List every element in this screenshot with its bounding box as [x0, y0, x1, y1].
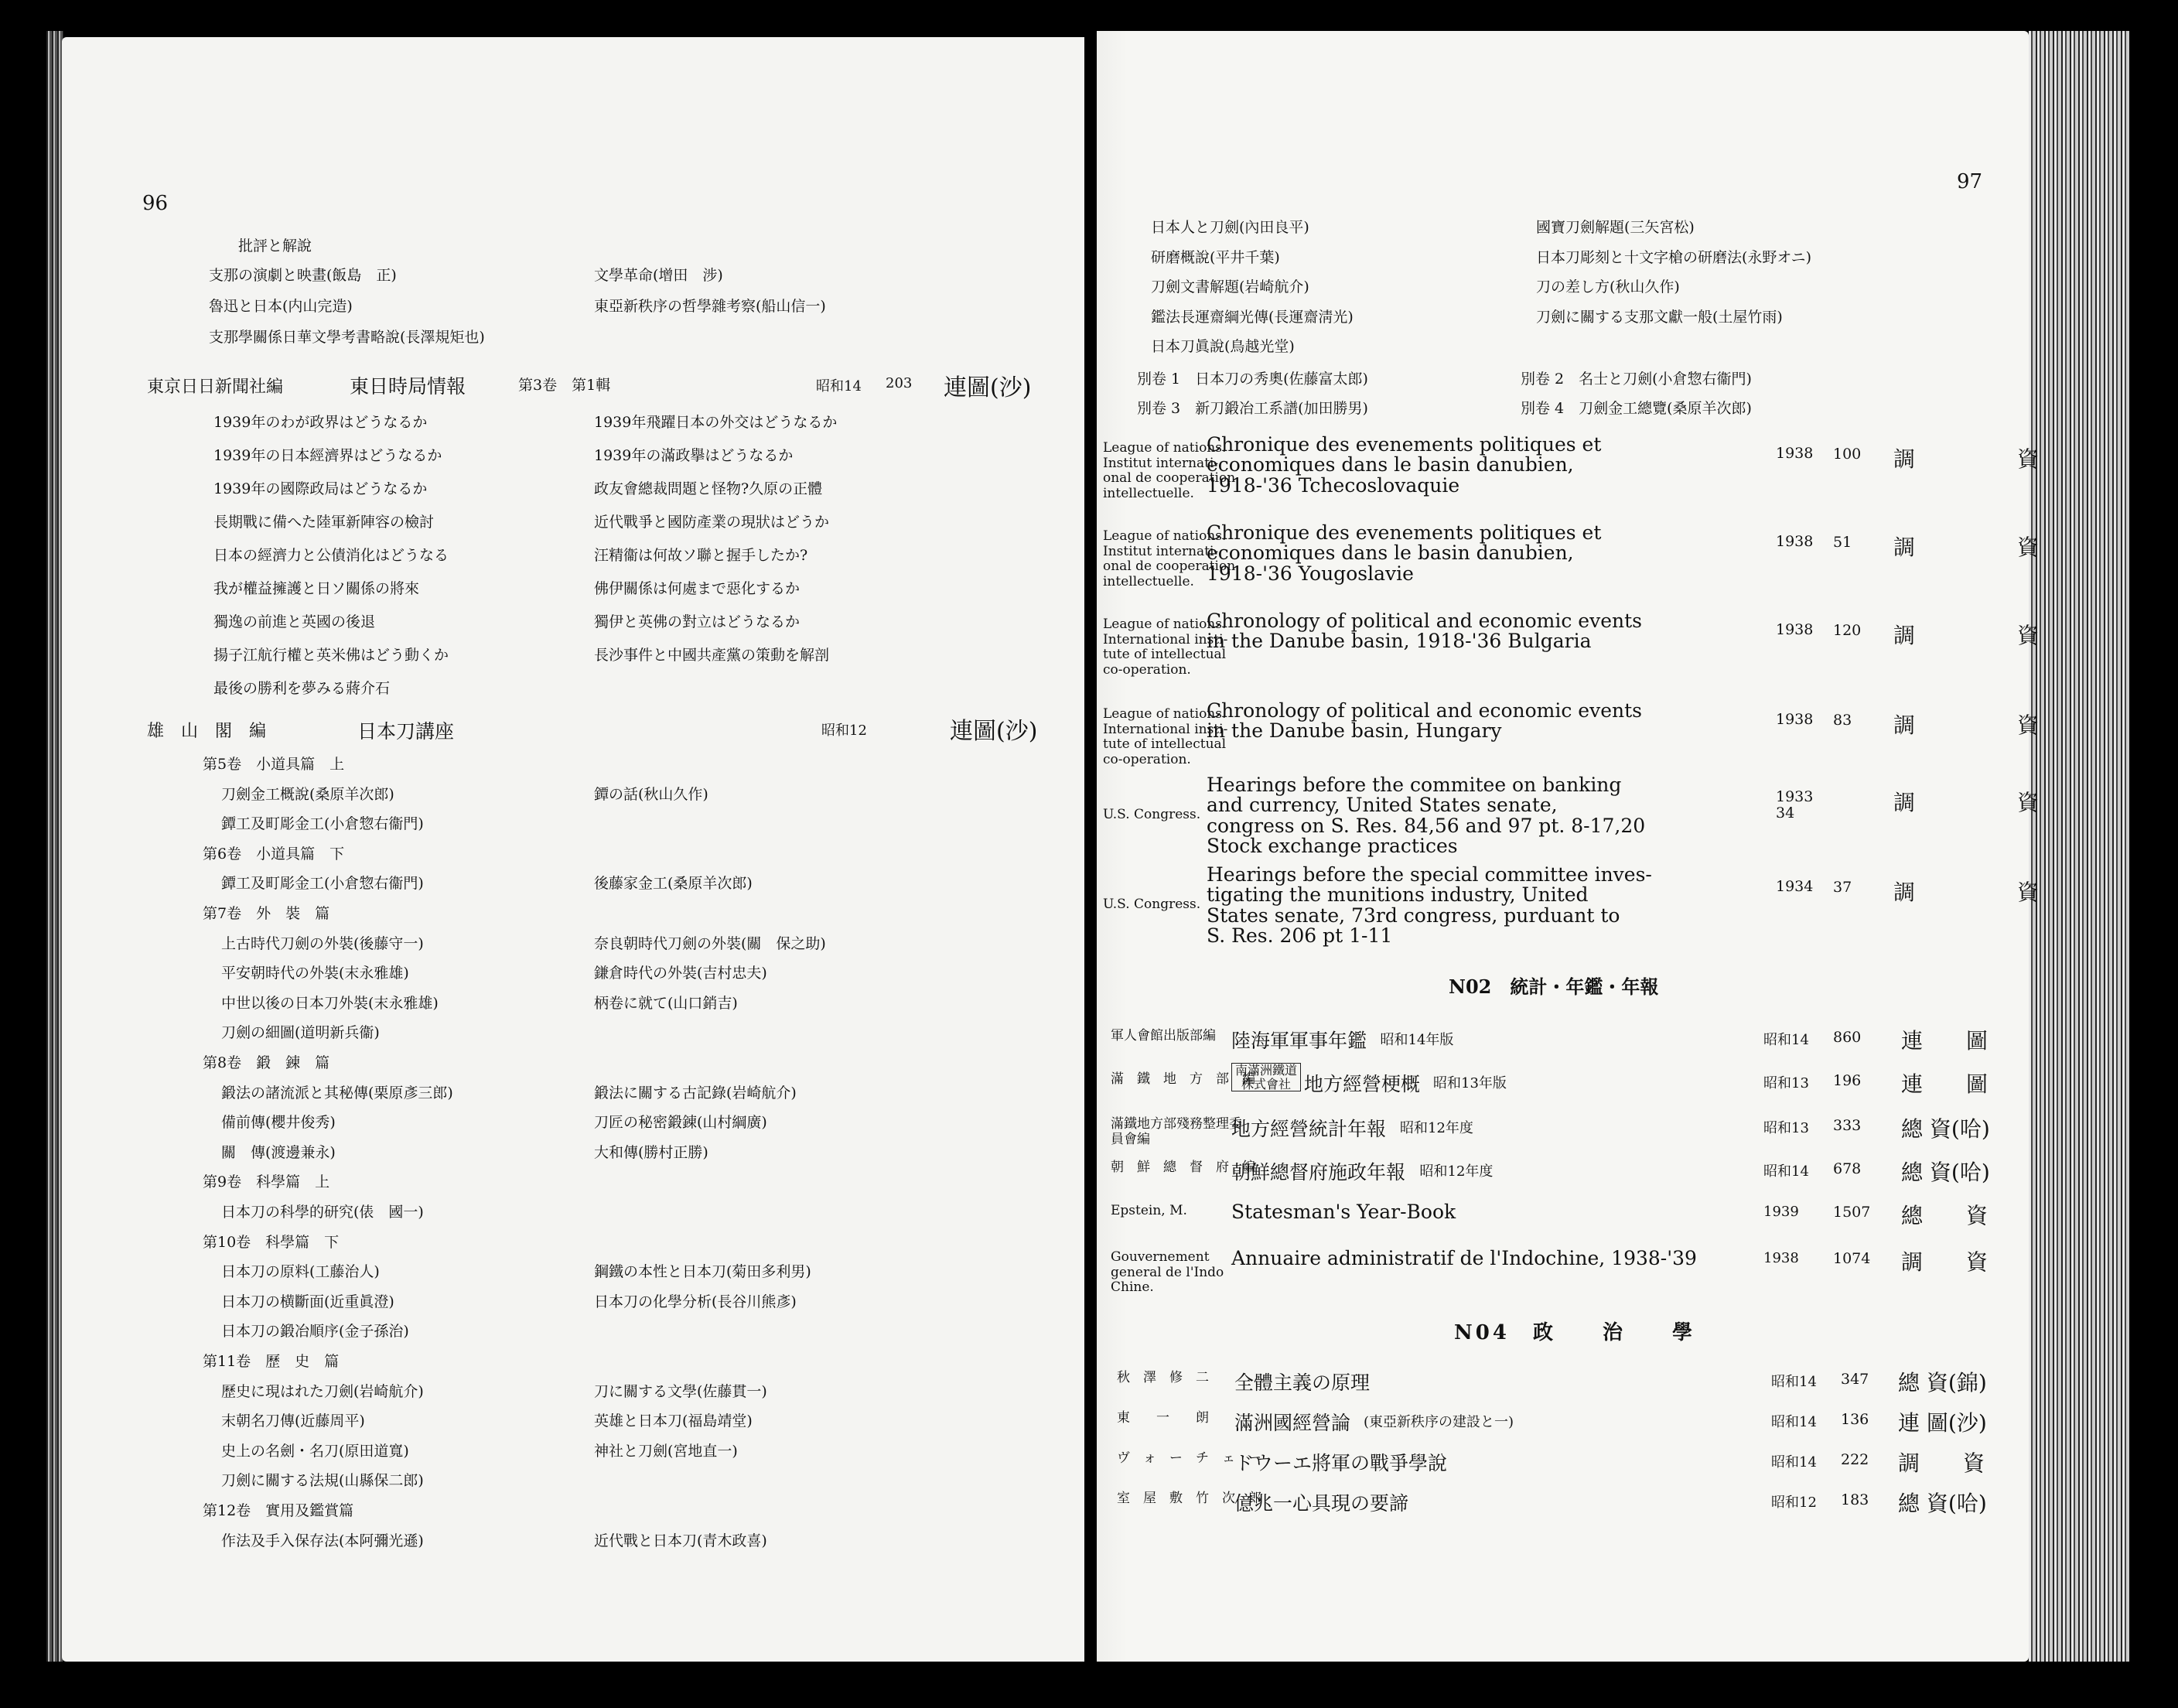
volume-label: 第10卷 科學篇 下 — [203, 1233, 340, 1251]
politics-title: 億兆一心具現の要諦 — [1234, 1492, 1409, 1515]
supplement-left: 別卷 3 新刀鍛冶工系譜(加田勝男) — [1137, 400, 1368, 417]
page-number-left: 96 — [142, 192, 169, 215]
chapter-left: 刀劍の細圖(道明新兵衞) — [221, 1024, 380, 1042]
chapter-right: 大和傳(勝村正勝) — [594, 1143, 708, 1161]
politics-pages: 183 — [1841, 1491, 1869, 1508]
entry1-title: 東日時局情報 — [350, 375, 466, 398]
article-right: 長沙事件と中國共產黨の策動を解剖 — [594, 647, 830, 664]
chapter-left: 日本刀の横斷面(近重眞澄) — [221, 1293, 394, 1310]
chapter-right: 鐔の話(秋山久作) — [594, 785, 708, 803]
western-year: 1938 — [1776, 711, 1814, 728]
article-right: 政友會總裁問題と怪物?久原の正體 — [594, 480, 823, 497]
stats-location: 連 圖 — [1901, 1071, 1989, 1097]
chapter-right: 奈良朝時代刀劍の外裝(關 保之助) — [594, 934, 826, 952]
stats-location: 連 圖 — [1901, 1028, 1989, 1054]
western-pages: 120 — [1833, 622, 1862, 639]
western-title: Chronology of political and economic events in the Danube basin, 1918-'36 Bulgaria — [1207, 610, 1642, 653]
western-title: Hearings before the special committee inves- tigating the munitions industry, United States senate, 73rd congress, purduant to S. Res. 206 pt 1-11 — [1207, 863, 1652, 947]
politics-author: 室 屋 敷 竹 次 郎 — [1117, 1491, 1261, 1506]
politics-title: ドウーエ將軍の戰爭學說 — [1234, 1452, 1448, 1474]
stats-title: 地方經營梗概 — [1304, 1073, 1421, 1095]
group-header: 批評と解說 — [238, 237, 312, 254]
article-right: 刀の差し方(秋山久作) — [1536, 278, 1680, 295]
chapter-right: 近代戰と日本刀(青木政喜) — [594, 1532, 767, 1549]
western-year: 1938 — [1776, 621, 1814, 638]
chapter-right: 刀匠の秘密鍛錬(山村綱廣) — [594, 1114, 767, 1132]
western-org: U.S. Congress. — [1103, 807, 1201, 822]
chapter-left: 末朝名刀傳(近藤周平) — [221, 1413, 365, 1430]
western-location: 調 資 — [1893, 790, 2049, 815]
entry1-location: 連圖(沙) — [944, 374, 1032, 401]
article-left: 日本人と刀劍(內田良平) — [1151, 219, 1309, 236]
western-org: League of nations. Institut internati- onal de cooperation intellectuelle. — [1103, 528, 1236, 589]
politics-pages: 222 — [1841, 1451, 1869, 1468]
entry1-year: 昭和14 — [816, 378, 862, 395]
volume-label: 第12卷 實用及鑑賞篇 — [203, 1502, 354, 1519]
article-left: 長期戰に備へた陸軍新陣容の檢討 — [213, 514, 435, 531]
stats-publisher-box: 南滿洲鐵道 株式會社 — [1231, 1063, 1301, 1091]
entry2-location: 連圖(沙) — [950, 718, 1038, 745]
stats-pages: 860 — [1833, 1029, 1862, 1046]
chapter-left: 作法及手入保存法(本阿彌光遜) — [221, 1532, 424, 1549]
western-pages: 83 — [1833, 712, 1852, 729]
group-item-right: 東亞新秩序の哲學雜考察(船山信一) — [594, 298, 826, 315]
article-right: 佛伊關係は何處まで惡化するか — [594, 580, 801, 597]
western-pages: 100 — [1833, 446, 1862, 463]
stats-pages: 196 — [1833, 1072, 1862, 1089]
entry2-publisher: 雄 山 閣 編 — [147, 722, 267, 741]
stats-pages: 1074 — [1833, 1250, 1871, 1267]
stats-pages: 1507 — [1833, 1204, 1871, 1221]
western-title: Hearings before the commitee on banking and currency, United States senate, congress on S. Res. 84,56 and 97 pt. 8-17,20 Stock exchange practices — [1207, 774, 1646, 857]
politics-year: 昭和14 — [1771, 1454, 1817, 1471]
stats-pages: 333 — [1833, 1117, 1862, 1134]
politics-year: 昭和12 — [1771, 1494, 1817, 1511]
stats-org: 軍人會館出版部編 — [1111, 1028, 1216, 1044]
stats-year: 昭和13 — [1763, 1075, 1809, 1091]
stats-year: 昭和14 — [1763, 1032, 1809, 1048]
western-location: 調 資 — [1893, 446, 2049, 472]
politics-title: 滿洲國經營論 — [1234, 1412, 1351, 1434]
entry1-pages: 203 — [886, 375, 913, 391]
chapter-left: 中世以後の日本刀外裝(末永雅雄) — [221, 994, 439, 1012]
volume-label: 第5卷 小道具篇 上 — [203, 756, 345, 773]
stats-year: 昭和14 — [1763, 1163, 1809, 1180]
politics-pages: 347 — [1841, 1371, 1869, 1388]
western-location: 調 資 — [1893, 712, 2049, 738]
chapter-left: 日本刀の原料(工藤治人) — [221, 1263, 380, 1281]
group-item-left: 魯迅と日本(内山完造) — [209, 298, 353, 315]
entry1-publisher: 東京日日新聞社編 — [147, 377, 284, 397]
article-left: 刀劍文書解題(岩崎航介) — [1151, 278, 1309, 295]
western-title: Chronology of political and economic events in the Danube basin, Hungary — [1207, 699, 1642, 743]
group-item-left: 支那の演劇と映畫(飯島 正) — [209, 267, 397, 284]
article-left: 最後の勝利を夢みる蔣介石 — [213, 680, 391, 697]
chapter-right: 日本刀の化學分析(長谷川熊彥) — [594, 1293, 797, 1310]
article-right: 國寶刀劍解題(三矢宮松) — [1536, 219, 1695, 236]
politics-location: 連 圖(沙) — [1898, 1410, 1987, 1436]
chapter-right: 後藤家金工(桑原羊次郎) — [594, 875, 753, 893]
supplement-right: 別卷 4 刀劍金工總覽(桑原羊次郎) — [1521, 400, 1752, 417]
entry2-year: 昭和12 — [821, 722, 867, 739]
politics-author: 東 一 朗 — [1117, 1410, 1209, 1426]
article-left: 1939年のわが政界はどうなるか — [213, 414, 428, 431]
article-left: 日本刀眞說(鳥越光堂) — [1151, 338, 1295, 355]
western-org: U.S. Congress. — [1103, 897, 1201, 912]
politics-title: 全體主義の原理 — [1234, 1372, 1371, 1394]
stats-location: 總 資 — [1901, 1203, 1989, 1228]
chapter-left: 鐔工及町彫金工(小倉惣右衞門) — [221, 875, 424, 893]
stats-location: 總 資(哈) — [1901, 1116, 1990, 1142]
stats-year: 1938 — [1763, 1250, 1799, 1266]
politics-pages: 136 — [1841, 1411, 1869, 1428]
stats-title: 陸海軍軍事年鑑 — [1231, 1030, 1367, 1052]
section-n04: N04 政 治 學 — [1454, 1321, 1695, 1344]
stats-title: 朝鮮總督府施政年報 — [1231, 1161, 1406, 1184]
stats-title: 地方經營統計年報 — [1231, 1118, 1387, 1140]
chapter-right: 刀に關する文學(佐藤貫一) — [594, 1382, 767, 1400]
article-right: 1939年の滿政擧はどうなるか — [594, 447, 794, 464]
politics-author: ヴ ォ ー チ ェ ー — [1117, 1450, 1261, 1466]
stats-org: Epstein, M. — [1111, 1203, 1187, 1218]
stats-year: 昭和13 — [1763, 1120, 1809, 1136]
stats-location: 總 資(哈) — [1901, 1160, 1990, 1185]
chapter-left: 上古時代刀劍の外裝(後藤守一) — [221, 934, 424, 952]
stats-title: Annuaire administratif de l'Indochine, 1938-'39 — [1231, 1247, 1697, 1269]
article-right: 近代戰爭と國防產業の現狀はどうか — [594, 514, 830, 531]
chapter-left: 史上の名劍・名刀(原田道寬) — [221, 1442, 409, 1460]
page-number-right: 97 — [1957, 170, 1983, 193]
stats-org: 朝 鮮 總 督 府 編 — [1111, 1160, 1255, 1175]
western-pages: 51 — [1833, 534, 1852, 551]
chapter-left: 備前傳(櫻井俊秀) — [221, 1114, 336, 1132]
western-location: 調 資 — [1893, 535, 2049, 560]
stats-org: 滿 鐵 地 方 部 編 — [1111, 1071, 1255, 1087]
article-right: 獨伊と英佛の對立はどうなるか — [594, 613, 801, 630]
western-title: Chronique des evenements politiques et economiques dans le basin danubien, 1918-'36 Tchecoslovaquie — [1207, 433, 1602, 497]
western-pages: 37 — [1833, 879, 1852, 896]
volume-label: 第9卷 科學篇 上 — [203, 1173, 330, 1191]
right-page — [1097, 31, 2049, 1662]
left-page-edge — [46, 31, 63, 1662]
chapter-right: 鋼鐵の本性と日本刀(菊田多利男) — [594, 1263, 811, 1281]
article-right: 汪精衞は何故ソ聯と握手したか? — [594, 547, 808, 564]
volume-label: 第7卷 外 裝 篇 — [203, 905, 330, 922]
stats-org: 滿鐵地方部殘務整理委 員會編 — [1111, 1116, 1242, 1147]
politics-author: 秋 澤 修 二 — [1117, 1370, 1209, 1385]
article-right: 1939年飛躍日本の外交はどうなるか — [594, 414, 838, 431]
chapter-left: 鍛法の諸流派と其秘傳(栗原彥三郎) — [221, 1084, 453, 1102]
chapter-right: 神社と刀劍(宮地直一) — [594, 1442, 738, 1460]
western-year: 1934 — [1776, 878, 1814, 895]
chapter-left: 刀劍に關する法規(山縣保二郎) — [221, 1472, 424, 1490]
article-left: 1939年の日本經濟界はどうなるか — [213, 447, 442, 464]
stats-location: 調 資 — [1901, 1249, 1989, 1275]
stats-note: 昭和12年度 — [1400, 1120, 1473, 1136]
western-org: League of nations. Institut internati- onal de cooperation intellectuelle. — [1103, 440, 1236, 501]
chapter-left: 日本刀の科學的研究(俵 國一) — [221, 1204, 424, 1221]
stats-note: 昭和12年度 — [1419, 1163, 1494, 1180]
article-right: 日本刀彫刻と十文字槍の研磨法(永野オニ) — [1536, 248, 1812, 266]
chapter-left: 平安朝時代の外裝(末永雅雄) — [221, 965, 409, 982]
article-left: 獨逸の前進と英國の後退 — [213, 613, 376, 630]
western-year: 1938 — [1776, 533, 1814, 550]
stats-note: 昭和14年版 — [1380, 1032, 1454, 1048]
group-item-right: 文學革命(增田 涉) — [594, 267, 723, 284]
western-org: League of nations. International insti- tute of intellectual co-operation. — [1103, 706, 1228, 767]
politics-location: 調 資 — [1898, 1450, 1985, 1476]
group-item-left: 支那學關係日華文學考書略說(長澤規矩也) — [209, 329, 485, 346]
chapter-right: 鎌倉時代の外裝(吉村忠夫) — [594, 965, 767, 982]
chapter-left: 歷史に現はれた刀劍(岩崎航介) — [221, 1382, 424, 1400]
left-page — [62, 37, 1084, 1662]
entry1-volume: 第3卷 第1輯 — [518, 377, 611, 394]
politics-note: (東亞新秩序の建設と一) — [1364, 1414, 1514, 1430]
chapter-left: 鐔工及町彫金工(小倉惣右衞門) — [221, 815, 424, 833]
supplement-left: 別卷 1 日本刀の秀奧(佐藤富太郎) — [1137, 371, 1368, 388]
volume-label: 第11卷 歷 史 篇 — [203, 1353, 340, 1370]
chapter-right: 柄卷に就て(山口銷吉) — [594, 994, 738, 1012]
right-page-edge — [2029, 31, 2129, 1662]
article-left: 日本の經濟力と公債消化はどうなる — [213, 547, 449, 564]
supplement-right: 別卷 2 名士と刀劍(小倉惣右衞門) — [1521, 371, 1752, 388]
western-location: 調 資 — [1893, 880, 2049, 905]
stats-pages: 678 — [1833, 1160, 1862, 1177]
article-left: 我が權益擁護と日ソ關係の將來 — [213, 580, 420, 597]
chapter-left: 日本刀の鍛冶順序(金子孫治) — [221, 1323, 409, 1341]
western-title: Chronique des evenements politiques et economiques dans le basin danubien, 1918-'36 Yougoslavie — [1207, 521, 1602, 585]
article-left: 研磨概說(平井千葉) — [1151, 248, 1280, 266]
western-year: 1938 — [1776, 445, 1814, 462]
article-right: 刀劍に關する支那文獻一般(土屋竹雨) — [1536, 308, 1783, 326]
politics-year: 昭和14 — [1771, 1414, 1817, 1430]
stats-org: Gouvernement general de l'Indo Chine. — [1111, 1249, 1224, 1296]
stats-title: Statesman's Year-Book — [1231, 1201, 1456, 1223]
western-year: 1933 34 — [1776, 788, 1814, 822]
stats-note: 昭和13年版 — [1433, 1075, 1507, 1091]
chapter-left: 關 傳(渡邊兼永) — [221, 1143, 336, 1161]
chapter-right: 英雄と日本刀(福島靖堂) — [594, 1413, 753, 1430]
western-location: 調 資 — [1893, 623, 2049, 648]
politics-year: 昭和14 — [1771, 1374, 1817, 1390]
article-left: 揚子江航行權と英米佛はどう動くか — [213, 647, 449, 664]
chapter-right: 鍛法に關する古記錄(岩崎航介) — [594, 1084, 797, 1102]
stats-year: 1939 — [1763, 1204, 1799, 1220]
section-n02: N02 統計・年鑑・年報 — [1449, 975, 1659, 998]
chapter-left: 刀劍金工概說(桑原羊次郎) — [221, 785, 394, 803]
volume-label: 第8卷 鍛 錬 篇 — [203, 1054, 330, 1071]
article-left: 1939年の國際政局はどうなるか — [213, 480, 428, 497]
politics-location: 總 資(錦) — [1898, 1370, 1987, 1395]
western-org: League of nations. International insti- tute of intellectual co-operation. — [1103, 617, 1228, 678]
volume-label: 第6卷 小道具篇 下 — [203, 845, 345, 863]
politics-location: 總 資(哈) — [1898, 1491, 1987, 1516]
entry2-title: 日本刀講座 — [357, 720, 455, 743]
article-left: 鑑法長運齋綱光傳(長運齋淸光) — [1151, 308, 1354, 326]
